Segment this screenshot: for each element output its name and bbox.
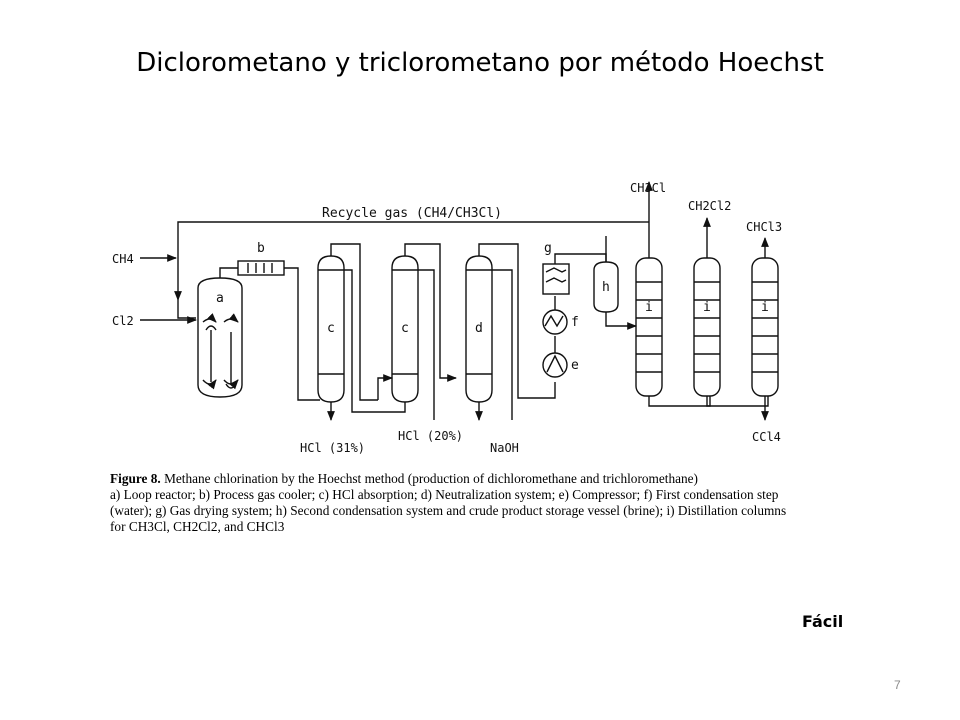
cl2-feed-label: Cl2: [112, 314, 134, 328]
output-chcl3-label: CHCl3: [746, 220, 783, 234]
unit-label-c2: c: [401, 321, 409, 336]
unit-label-i3: i: [761, 300, 769, 315]
unit-label-e: e: [571, 358, 579, 373]
distillation-column-i2: [694, 258, 720, 396]
figure-label: Figure 8.: [110, 471, 161, 486]
recycle-to-reactor-line: [178, 300, 196, 318]
unit-label-d: d: [475, 321, 483, 336]
output-ch2cl2-label: CH2Cl2: [688, 199, 732, 213]
caption-line-4: for CH3Cl, CH2Cl2, and CHCl3: [110, 519, 285, 534]
unit-label-g: g: [544, 241, 552, 256]
unit-label-i1: i: [645, 300, 653, 315]
caption-line-3: (water); g) Gas drying system; h) Second condensation system and crude product storage vessel (brine); i) Distillation columns: [110, 503, 787, 518]
unit-label-c1: c: [327, 321, 335, 336]
unit-label-b: b: [257, 241, 265, 256]
slide-title: Diclorometano y triclorometano por método Hoechst: [136, 48, 824, 78]
unit-label-i2: i: [703, 300, 711, 315]
figure-caption: [110, 471, 910, 535]
output-hcl31-label: HCl (31%): [300, 441, 366, 455]
caption-line-2: a) Loop reactor; b) Process gas cooler; c) HCl absorption; d) Neutralization system; e) Compressor; f) First condensation step: [110, 487, 779, 502]
caption-line-1: Figure 8. Methane chlorination by the Hoechst method (production of dichloromethane and trichloromethane): [110, 471, 698, 486]
ch4-feed-label: CH4: [112, 252, 134, 266]
output-naoh-label: NaOH: [490, 441, 519, 455]
unit-label-f: f: [571, 315, 579, 330]
unit-label-a: a: [216, 291, 224, 306]
distillation-column-i3: [752, 258, 778, 396]
distillation-column-i1: [636, 258, 662, 396]
recycle-gas-label: Recycle gas (CH4/CH3Cl): [322, 206, 503, 221]
output-ccl4-label: CCl4: [752, 430, 781, 444]
unit-label-h: h: [602, 280, 610, 295]
difficulty-label: Fácil: [802, 612, 844, 631]
process-gas-cooler-b: [238, 261, 284, 275]
output-ch3cl-label: CH3Cl: [630, 181, 667, 195]
page-number: 7: [894, 678, 901, 692]
output-hcl20-label: HCl (20%): [398, 429, 464, 443]
